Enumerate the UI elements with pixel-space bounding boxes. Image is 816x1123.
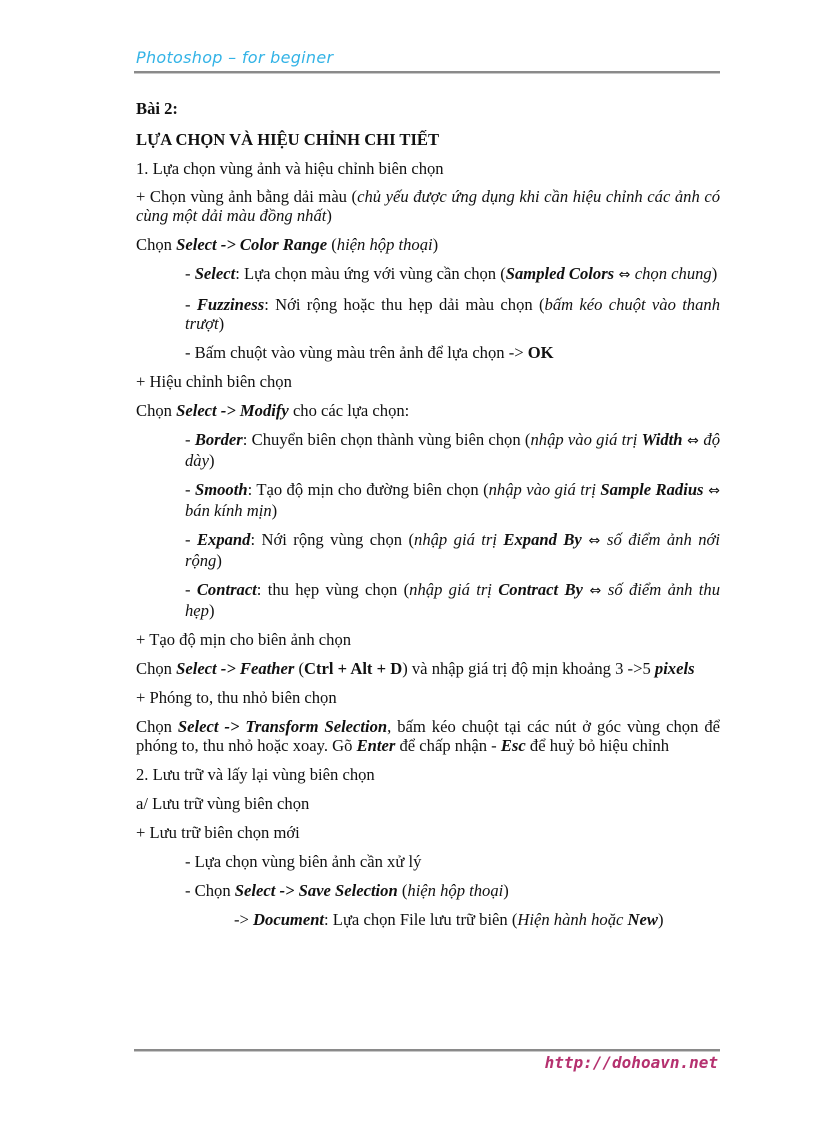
paragraph-modify-menu: Chọn Select -> Modify cho các lựa chọn: [136, 401, 410, 420]
header-divider [134, 71, 720, 74]
page-header-title: Photoshop – for beginer [136, 48, 334, 67]
lesson-title: LỰA CHỌN VÀ HIỆU CHỈNH CHI TIẾT [136, 130, 440, 149]
footer-url: http://dohoavn.net [544, 1053, 718, 1072]
section-1-heading: 1. Lựa chọn vùng ảnh và hiệu chỉnh biên chọn [136, 159, 444, 178]
paragraph-feather: Chọn Select -> Feather (Ctrl + Alt + D) và nhập giá trị độ mịn khoảng 3 ->5 pixels [136, 659, 695, 678]
paragraph-zoom-intro: + Phóng to, thu nhỏ biên chọn [136, 688, 337, 707]
equivalence-arrow-icon: ⇔ [614, 267, 635, 283]
item-click-ok: - Bấm chuột vào vùng màu trên ảnh để lựa chọn -> OK [185, 343, 554, 362]
item-smooth: - Smooth: Tạo độ mịn cho đường biên chọn (nhập vào giá trị Sample Radius ⇔ bán kính mịn) [185, 480, 720, 520]
item-document: -> Document: Lựa chọn File lưu trữ biên (Hiện hành hoặc New) [234, 910, 664, 929]
paragraph-feather-intro: + Tạo độ mịn cho biên ảnh chọn [136, 630, 352, 649]
item-save-selection: - Chọn Select -> Save Selection (hiện hộp thoại) [185, 881, 509, 900]
section-2-heading: 2. Lưu trữ và lấy lại vùng biên chọn [136, 765, 375, 784]
paragraph-color-range-intro: + Chọn vùng ảnh bằng dải màu (chủ yếu được ứng dụng khi cần hiệu chỉnh các ảnh có cùng một dải màu đồng nhất) [136, 187, 720, 225]
paragraph-transform-selection: Chọn Select -> Transform Selection, bấm kéo chuột tại các nút ở góc vùng chọn để phóng to, thu nhỏ hoặc xoay. Gõ Enter để chấp nhận - Esc để huỷ bỏ hiệu chỉnh [136, 717, 720, 755]
item-contract: - Contract: thu hẹp vùng chọn (nhập giá trị Contract By ⇔ số điểm ảnh thu hẹp) [185, 580, 720, 620]
equivalence-arrow-icon: ⇔ [703, 483, 720, 499]
lesson-number: Bài 2: [136, 99, 178, 118]
paragraph-adjust-selection: + Hiệu chỉnh biên chọn [136, 372, 292, 391]
equivalence-arrow-icon: ⇔ [581, 533, 607, 549]
document-body [136, 99, 720, 939]
paragraph-color-range-menu: Chọn Select -> Color Range (hiện hộp thoại) [136, 235, 439, 254]
equivalence-arrow-icon: ⇔ [582, 583, 608, 599]
item-select: - Select: Lựa chọn màu ứng với vùng cần chọn (Sampled Colors ⇔ chọn chung) [185, 264, 718, 283]
footer-divider [134, 1049, 720, 1052]
item-fuzziness: - Fuzziness: Nới rộng hoặc thu hẹp dải màu chọn (bấm kéo chuột vào thanh trượt) [185, 295, 720, 333]
subsection-a-heading: a/ Lưu trữ vùng biên chọn [136, 794, 310, 813]
item-expand: - Expand: Nới rộng vùng chọn (nhập giá trị Expand By ⇔ số điểm ảnh nới rộng) [185, 530, 720, 570]
item-select-area: - Lựa chọn vùng biên ảnh cần xử lý [185, 852, 422, 871]
item-border: - Border: Chuyển biên chọn thành vùng biên chọn (nhập vào giá trị Width ⇔ độ dày) [185, 430, 721, 470]
paragraph-save-new: + Lưu trữ biên chọn mới [136, 823, 300, 842]
equivalence-arrow-icon: ⇔ [682, 433, 704, 449]
